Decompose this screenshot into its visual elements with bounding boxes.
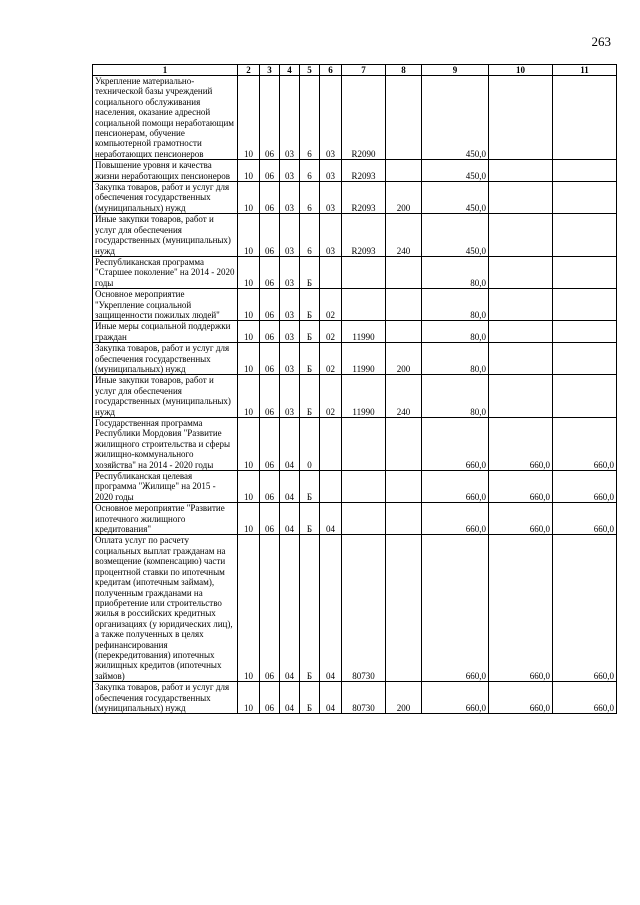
cell-c3: 06 <box>260 214 280 257</box>
table-row <box>93 682 617 714</box>
cell-c6: 02 <box>320 289 342 321</box>
cell-c3: 06 <box>260 182 280 214</box>
cell-c4: 03 <box>280 76 300 160</box>
header-cell: 6 <box>320 65 342 76</box>
cell-c9: 660,0 <box>422 418 489 471</box>
header-cell: 9 <box>422 65 489 76</box>
cell-c10 <box>489 214 553 257</box>
row-name: Основное мероприятие "Развитие ипотечного жилищного кредитования" <box>93 503 238 535</box>
row-name: Иные меры социальной поддержки граждан <box>93 321 238 343</box>
cell-c4: 04 <box>280 682 300 714</box>
cell-c2: 10 <box>238 256 260 288</box>
cell-c6: 02 <box>320 321 342 343</box>
table-row <box>93 289 617 321</box>
table-body <box>93 76 617 714</box>
header-row <box>93 65 617 76</box>
cell-c6: 02 <box>320 343 342 375</box>
cell-c10 <box>489 321 553 343</box>
cell-c5: 6 <box>300 214 320 257</box>
cell-c5: 6 <box>300 76 320 160</box>
cell-c4: 04 <box>280 535 300 682</box>
cell-c10: 660,0 <box>489 471 553 503</box>
cell-c4: 04 <box>280 503 300 535</box>
cell-c6: 03 <box>320 160 342 182</box>
cell-c7: R2093 <box>342 182 386 214</box>
cell-c7: 11990 <box>342 375 386 418</box>
cell-c10 <box>489 182 553 214</box>
cell-c6 <box>320 471 342 503</box>
cell-c5: Б <box>300 503 320 535</box>
cell-c7 <box>342 289 386 321</box>
cell-c7 <box>342 503 386 535</box>
cell-c8: 200 <box>386 682 422 714</box>
header-cell: 2 <box>238 65 260 76</box>
row-name: Закупка товаров, работ и услуг для обеспечения государственных (муниципальных) нужд <box>93 682 238 714</box>
cell-c10: 660,0 <box>489 535 553 682</box>
cell-c8: 200 <box>386 182 422 214</box>
cell-c2: 10 <box>238 535 260 682</box>
cell-c9: 450,0 <box>422 160 489 182</box>
cell-c8 <box>386 76 422 160</box>
cell-c4: 03 <box>280 289 300 321</box>
cell-c7: R2093 <box>342 160 386 182</box>
cell-c4: 03 <box>280 214 300 257</box>
row-name: Республиканская целевая программа "Жилище" на 2015 - 2020 годы <box>93 471 238 503</box>
cell-c3: 06 <box>260 503 280 535</box>
header-cell: 1 <box>93 65 238 76</box>
cell-c6: 03 <box>320 76 342 160</box>
cell-c3: 06 <box>260 76 280 160</box>
row-name: Иные закупки товаров, работ и услуг для обеспечения государственных (муниципальных) нужд <box>93 375 238 418</box>
cell-c10 <box>489 160 553 182</box>
cell-c9: 80,0 <box>422 289 489 321</box>
cell-c10: 660,0 <box>489 503 553 535</box>
table-row <box>93 182 617 214</box>
table-row <box>93 256 617 288</box>
cell-c9: 660,0 <box>422 535 489 682</box>
header-cell: 7 <box>342 65 386 76</box>
header-cell: 3 <box>260 65 280 76</box>
cell-c6: 03 <box>320 182 342 214</box>
cell-c2: 10 <box>238 418 260 471</box>
table-row <box>93 471 617 503</box>
cell-c9: 660,0 <box>422 471 489 503</box>
row-name: Закупка товаров, работ и услуг для обеспечения государственных (муниципальных) нужд <box>93 182 238 214</box>
cell-c10: 660,0 <box>489 682 553 714</box>
cell-c8 <box>386 289 422 321</box>
cell-c11: 660,0 <box>553 471 617 503</box>
cell-c5: Б <box>300 343 320 375</box>
cell-c11 <box>553 256 617 288</box>
cell-c2: 10 <box>238 182 260 214</box>
cell-c8: 240 <box>386 214 422 257</box>
cell-c7: R2093 <box>342 214 386 257</box>
cell-c4: 04 <box>280 471 300 503</box>
cell-c11 <box>553 160 617 182</box>
cell-c4: 03 <box>280 343 300 375</box>
cell-c3: 06 <box>260 471 280 503</box>
cell-c6: 04 <box>320 535 342 682</box>
cell-c2: 10 <box>238 375 260 418</box>
cell-c9: 80,0 <box>422 343 489 375</box>
cell-c7: R2090 <box>342 76 386 160</box>
cell-c5: Б <box>300 289 320 321</box>
row-name: Закупка товаров, работ и услуг для обеспечения государственных (муниципальных) нужд <box>93 343 238 375</box>
cell-c6: 02 <box>320 375 342 418</box>
cell-c3: 06 <box>260 256 280 288</box>
cell-c2: 10 <box>238 682 260 714</box>
cell-c3: 06 <box>260 682 280 714</box>
cell-c5: Б <box>300 535 320 682</box>
cell-c11 <box>553 343 617 375</box>
table-row <box>93 375 617 418</box>
cell-c10 <box>489 76 553 160</box>
cell-c4: 03 <box>280 182 300 214</box>
cell-c9: 80,0 <box>422 321 489 343</box>
cell-c11: 660,0 <box>553 535 617 682</box>
cell-c8 <box>386 418 422 471</box>
cell-c5: Б <box>300 321 320 343</box>
cell-c9: 660,0 <box>422 503 489 535</box>
header-cell: 11 <box>553 65 617 76</box>
cell-c2: 10 <box>238 343 260 375</box>
cell-c8 <box>386 321 422 343</box>
cell-c2: 10 <box>238 321 260 343</box>
cell-c3: 06 <box>260 289 280 321</box>
row-name: Оплата услуг по расчету социальных выплат гражданам на возмещение (компенсацию) части процентной ставки по ипотечным кредитам (ипотечным займам), полученным гражданами на приобретение или строительство жилья в российских кредитных организациях (у юридических лиц), а также полученных в целях рефинансирования (перекредитования) ипотечных жилищных кредитов (ипотечных займов) <box>93 535 238 682</box>
cell-c11 <box>553 76 617 160</box>
row-name: Повышение уровня и качества жизни неработающих пенсионеров <box>93 160 238 182</box>
cell-c7 <box>342 256 386 288</box>
cell-c11 <box>553 289 617 321</box>
cell-c11 <box>553 182 617 214</box>
cell-c5: Б <box>300 471 320 503</box>
cell-c6: 04 <box>320 503 342 535</box>
cell-c9: 450,0 <box>422 182 489 214</box>
cell-c2: 10 <box>238 76 260 160</box>
table-row <box>93 503 617 535</box>
table-row <box>93 214 617 257</box>
cell-c4: 04 <box>280 418 300 471</box>
cell-c2: 10 <box>238 160 260 182</box>
table-row <box>93 535 617 682</box>
cell-c3: 06 <box>260 418 280 471</box>
cell-c8 <box>386 535 422 682</box>
cell-c8 <box>386 160 422 182</box>
cell-c3: 06 <box>260 535 280 682</box>
cell-c10 <box>489 375 553 418</box>
cell-c7 <box>342 418 386 471</box>
row-name: Государственная программа Республики Мордовия "Развитие жилищного строительства и сферы жилищно-коммунального хозяйства" на 2014 - 2020 годы <box>93 418 238 471</box>
cell-c6: 04 <box>320 682 342 714</box>
cell-c4: 03 <box>280 375 300 418</box>
cell-c5: Б <box>300 375 320 418</box>
cell-c3: 06 <box>260 375 280 418</box>
cell-c3: 06 <box>260 160 280 182</box>
cell-c7: 80730 <box>342 535 386 682</box>
cell-c2: 10 <box>238 503 260 535</box>
header-cell: 5 <box>300 65 320 76</box>
cell-c6 <box>320 256 342 288</box>
row-name: Основное мероприятие "Укрепление социальной защищенности пожилых людей" <box>93 289 238 321</box>
cell-c5: 0 <box>300 418 320 471</box>
cell-c7 <box>342 471 386 503</box>
cell-c11: 660,0 <box>553 418 617 471</box>
cell-c7: 11990 <box>342 321 386 343</box>
cell-c2: 10 <box>238 214 260 257</box>
row-name: Укрепление материально-технической базы учреждений социального обслуживания населения, оказание адресной социальной помощи неработающим пенсионерам, обучение компьютерной грамотности неработающих пенсионеров <box>93 76 238 160</box>
cell-c5: 6 <box>300 160 320 182</box>
page-number: 263 <box>591 34 611 49</box>
header-cell: 8 <box>386 65 422 76</box>
cell-c11: 660,0 <box>553 682 617 714</box>
cell-c7: 11990 <box>342 343 386 375</box>
header-cell: 10 <box>489 65 553 76</box>
table-row <box>93 418 617 471</box>
cell-c2: 10 <box>238 289 260 321</box>
table-row <box>93 343 617 375</box>
header-cell: 4 <box>280 65 300 76</box>
cell-c4: 03 <box>280 321 300 343</box>
cell-c4: 03 <box>280 160 300 182</box>
cell-c10 <box>489 343 553 375</box>
cell-c9: 80,0 <box>422 375 489 418</box>
cell-c8 <box>386 256 422 288</box>
cell-c9: 450,0 <box>422 214 489 257</box>
budget-table <box>92 64 617 714</box>
cell-c11: 660,0 <box>553 503 617 535</box>
cell-c9: 450,0 <box>422 76 489 160</box>
cell-c6 <box>320 418 342 471</box>
cell-c5: Б <box>300 256 320 288</box>
cell-c6: 03 <box>320 214 342 257</box>
row-name: Республиканская программа "Старшее поколение" на 2014 - 2020 годы <box>93 256 238 288</box>
cell-c11 <box>553 214 617 257</box>
table-row <box>93 160 617 182</box>
cell-c8: 240 <box>386 375 422 418</box>
cell-c3: 06 <box>260 321 280 343</box>
table-row <box>93 321 617 343</box>
cell-c2: 10 <box>238 471 260 503</box>
cell-c9: 660,0 <box>422 682 489 714</box>
cell-c5: 6 <box>300 182 320 214</box>
cell-c8 <box>386 471 422 503</box>
cell-c4: 03 <box>280 256 300 288</box>
cell-c11 <box>553 375 617 418</box>
cell-c8 <box>386 503 422 535</box>
cell-c10 <box>489 256 553 288</box>
cell-c10 <box>489 289 553 321</box>
cell-c3: 06 <box>260 343 280 375</box>
cell-c11 <box>553 321 617 343</box>
cell-c5: Б <box>300 682 320 714</box>
cell-c8: 200 <box>386 343 422 375</box>
row-name: Иные закупки товаров, работ и услуг для обеспечения государственных (муниципальных) нужд <box>93 214 238 257</box>
cell-c9: 80,0 <box>422 256 489 288</box>
cell-c7: 80730 <box>342 682 386 714</box>
table-row <box>93 76 617 160</box>
cell-c10: 660,0 <box>489 418 553 471</box>
